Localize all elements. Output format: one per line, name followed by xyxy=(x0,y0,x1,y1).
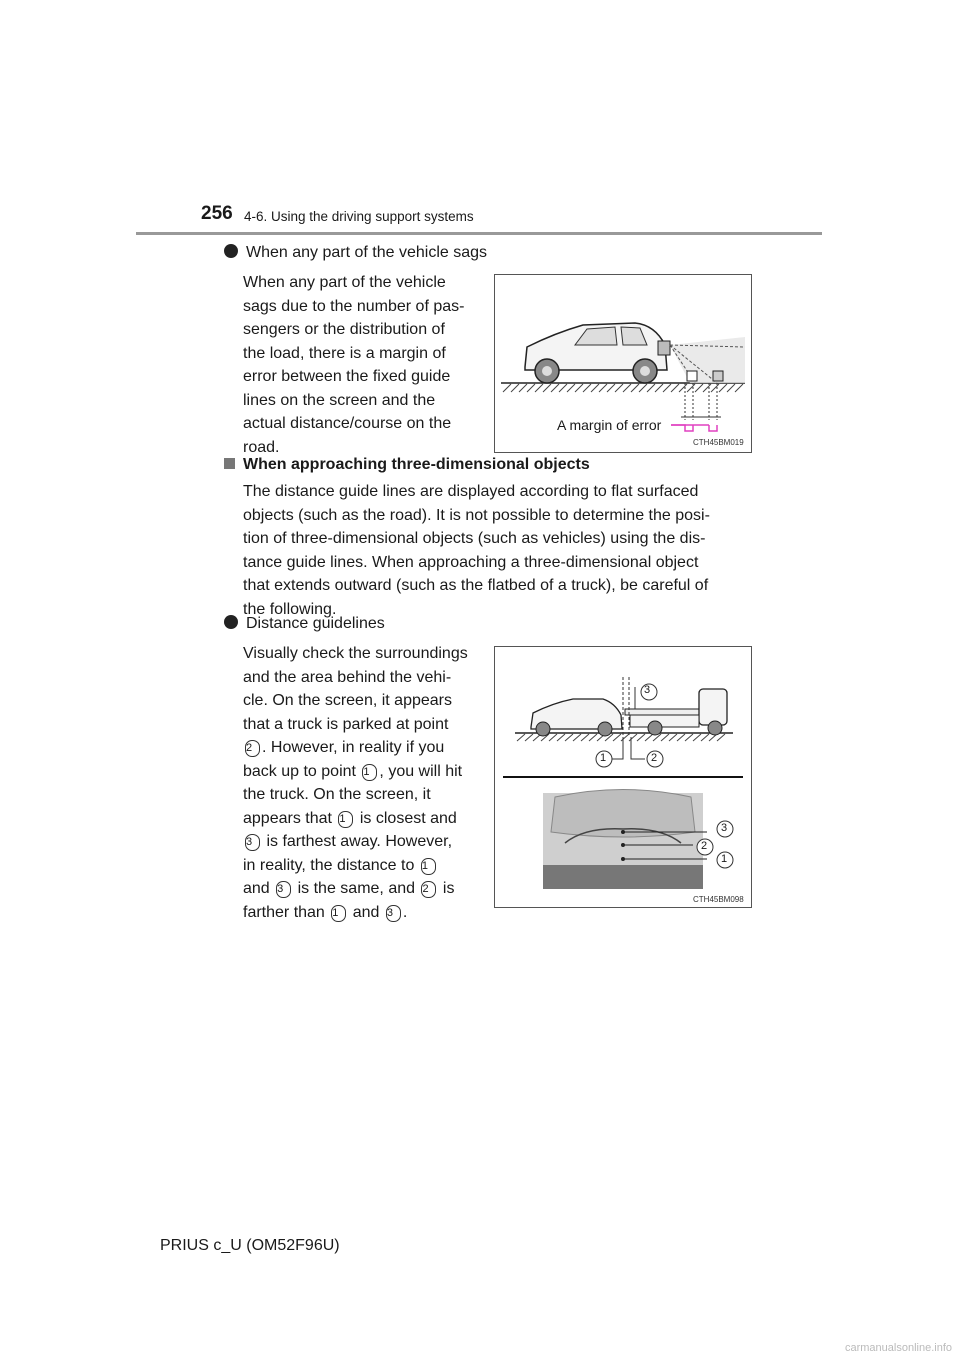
bullet-icon xyxy=(224,615,238,629)
figure-label-3: 3 xyxy=(644,684,651,696)
point-1-marker: 1 xyxy=(338,811,353,828)
objects-heading: When approaching three-dimensional objects xyxy=(224,456,590,474)
point-2-marker: 2 xyxy=(245,740,260,757)
figure-label-2: 2 xyxy=(651,752,658,764)
sag-body: When any part of the vehicle sags due to the number of pas- sengers or the distribution of the load, there is a margin of error between the fixed guide lines on the screen and the actual distance/course on the road. xyxy=(243,274,465,456)
distance-body: Visually check the surroundings and the area behind the vehi- cle. On the screen, it appears that a truck is parked at point 2 . However, in reality if you back up to point 1 , you will hit the truck. On the screen, it appears that 1 is closest and 3 is farthest away. However, in reality, the distance to 1 and 3 is the same, and 2 is farther than 1 and 3 . xyxy=(243,645,468,921)
distance-heading: Distance guidelines xyxy=(224,615,385,633)
square-bullet-icon xyxy=(224,458,235,469)
bullet-icon xyxy=(224,244,238,258)
point-2-marker: 2 xyxy=(421,881,436,898)
screen-label-3: 3 xyxy=(721,822,728,834)
sag-figure xyxy=(494,274,752,453)
objects-body: The distance guide lines are displayed according to flat surfaced objects (such as the road). It is not possible to determine the posi- tion of three-dimensional objects (such as vehicles) using the dis- tance guide lines. When approaching a three-dimensional object that extends outward (such as the flatbed of a truck), be careful of the following. xyxy=(243,483,710,618)
header-rule xyxy=(136,232,822,235)
screen-label-2: 2 xyxy=(701,840,708,852)
model-footer: PRIUS c_U (OM52F96U) xyxy=(160,1237,340,1254)
truck-distance-illustration xyxy=(495,647,751,907)
point-3-marker: 3 xyxy=(386,905,401,922)
figure-label-1: 1 xyxy=(600,752,607,764)
figure-code: CTH45BM098 xyxy=(693,895,744,904)
section-title: 4-6. Using the driving support systems xyxy=(244,209,474,224)
point-1-marker: 1 xyxy=(362,764,377,781)
screen-label-1: 1 xyxy=(721,853,728,865)
sag-heading: When any part of the vehicle sags xyxy=(224,244,487,262)
point-3-marker: 3 xyxy=(276,881,291,898)
distance-figure xyxy=(494,646,752,908)
point-3-marker: 3 xyxy=(245,834,260,851)
point-1-marker: 1 xyxy=(421,858,436,875)
point-1-marker: 1 xyxy=(331,905,346,922)
margin-of-error-label: A margin of error xyxy=(557,417,662,433)
page-number: 256 xyxy=(201,203,233,224)
figure-code: CTH45BM019 xyxy=(693,438,744,447)
watermark: carmanualsonline.info xyxy=(844,1342,952,1354)
